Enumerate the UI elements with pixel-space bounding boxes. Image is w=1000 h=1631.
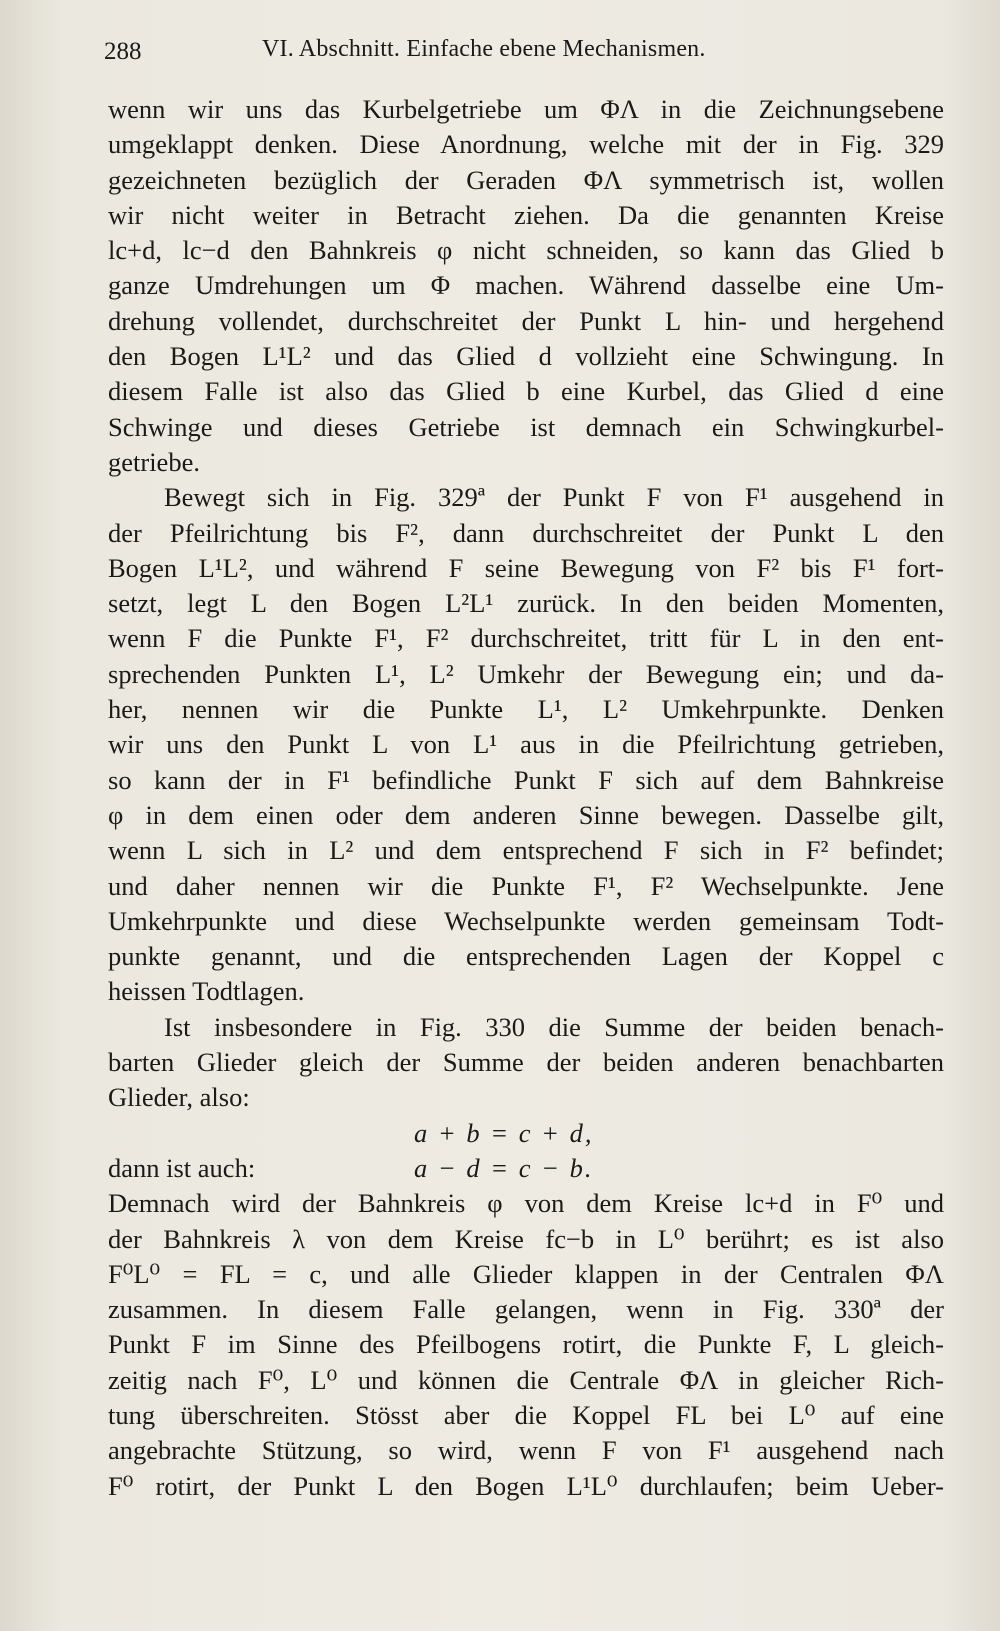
running-title: VI. Abschnitt. Einfache ebene Mechanismen. [262, 36, 706, 62]
text-line: barten Glieder gleich der Summe der beiden anderen benachbarten [108, 1047, 944, 1078]
text-line: tung überschreiten. Stösst aber die Koppel FL bei L⁰ auf eine [108, 1399, 944, 1430]
text-block-2 [108, 1186, 944, 1504]
text-line: angebrachte Stützung, so wird, wenn F von F¹ ausgehend nach [108, 1435, 944, 1466]
text-line: der Bahnkreis λ von dem Kreise fc−b in L⁰ berührt; es ist also [108, 1223, 944, 1254]
equation-1-formula: a + b = c + d, [414, 1117, 594, 1148]
equation-2-lead: dann ist auch: [108, 1152, 256, 1183]
text-line: Glieder, also: [108, 1082, 250, 1113]
text-line: der Pfeilrichtung bis F², dann durchschreitet der Punkt L den [108, 517, 944, 548]
text-line: zusammen. In diesem Falle gelangen, wenn in Fig. 330ª der [108, 1294, 944, 1325]
text-line: setzt, legt L den Bogen L²L¹ zurück. In den beiden Momenten, [108, 588, 944, 619]
text-line: umgeklappt denken. Diese Anordnung, welche mit der in Fig. 329 [108, 129, 944, 160]
text-line: ganze Umdrehungen um Φ machen. Während dasselbe eine Um- [108, 270, 944, 301]
text-line: wir uns den Punkt L von L¹ aus in die Pfeilrichtung getrieben, [108, 729, 944, 760]
text-line: heissen Todtlagen. [108, 976, 305, 1007]
text-line: F⁰ rotirt, der Punkt L den Bogen L¹L⁰ durchlaufen; beim Ueber- [108, 1470, 944, 1501]
text-line: zeitig nach F⁰, L⁰ und können die Centrale ΦΛ in gleicher Rich- [108, 1364, 944, 1395]
text-line: Bogen L¹L², und während F seine Bewegung von F² bis F¹ fort- [108, 552, 944, 583]
text-block-1 [108, 92, 944, 1116]
text-line: Schwinge und dieses Getriebe ist demnach ein Schwingkurbel- [108, 411, 944, 442]
text-line: Demnach wird der Bahnkreis φ von dem Kreise lc+d in F⁰ und [108, 1188, 944, 1219]
text-line: wir nicht weiter in Betracht ziehen. Da die genannten Kreise [108, 199, 944, 230]
text-line: her, nennen wir die Punkte L¹, L² Umkehrpunkte. Denken [108, 694, 944, 725]
equation-1 [108, 1116, 944, 1151]
text-line: diesem Falle ist also das Glied b eine Kurbel, das Glied d eine [108, 376, 944, 407]
text-line: und daher nennen wir die Punkte F¹, F² Wechselpunkte. Jene [108, 870, 944, 901]
text-line: drehung vollendet, durchschreitet der Punkt L hin- und hergehend [108, 305, 944, 336]
text-line: wenn F die Punkte F¹, F² durchschreitet, tritt für L in den ent- [108, 623, 944, 654]
text-line: Ist insbesondere in Fig. 330 die Summe der beiden benach- [164, 1011, 944, 1042]
text-line: wenn L sich in L² und dem entsprechend F sich in F² befindet; [108, 835, 944, 866]
page-number: 288 [104, 38, 142, 65]
text-line: lc+d, lc−d den Bahnkreis φ nicht schneiden, so kann das Glied b [108, 235, 944, 266]
body-text [108, 92, 944, 1504]
equation-2 [108, 1151, 944, 1186]
text-line: den Bogen L¹L² und das Glied d vollzieht eine Schwingung. In [108, 341, 944, 372]
text-line: Umkehrpunkte und diese Wechselpunkte werden gemeinsam Todt- [108, 905, 944, 936]
text-line: F⁰L⁰ = FL = c, und alle Glieder klappen in der Centralen ΦΛ [108, 1258, 944, 1289]
page-header [104, 30, 956, 70]
text-line: Bewegt sich in Fig. 329ª der Punkt F von F¹ ausgehend in [164, 482, 944, 513]
text-line: wenn wir uns das Kurbelgetriebe um ΦΛ in die Zeichnungsebene [108, 94, 944, 124]
text-line: φ in dem einen oder dem anderen Sinne bewegen. Dasselbe gilt, [108, 799, 944, 830]
text-line: getriebe. [108, 446, 200, 477]
text-line: so kann der in F¹ befindliche Punkt F sich auf dem Bahnkreise [108, 764, 944, 795]
text-line: sprechenden Punkten L¹, L² Umkehr der Bewegung ein; und da- [108, 658, 944, 689]
text-line: Punkt F im Sinne des Pfeilbogens rotirt, die Punkte F, L gleich- [108, 1329, 944, 1360]
equation-2-formula: a − d = c − b. [414, 1152, 594, 1183]
text-line: punkte genannt, und die entsprechenden Lagen der Koppel c [108, 941, 944, 972]
text-line: gezeichneten bezüglich der Geraden ΦΛ symmetrisch ist, wollen [108, 164, 944, 195]
